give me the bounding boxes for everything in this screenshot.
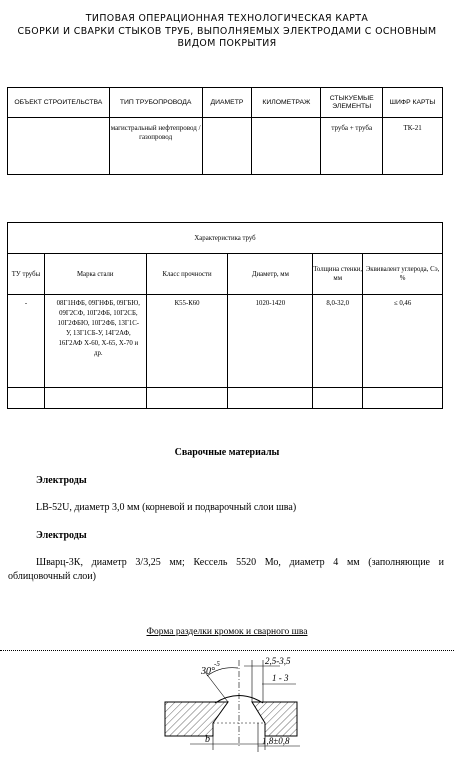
header-carbon-equivalent: Эквивалент углерода, Сэ, % xyxy=(363,254,443,295)
left-plate xyxy=(165,702,228,736)
angle-tolerance: -5 xyxy=(214,660,220,668)
header-wall-thickness: Толщина стенки, мм xyxy=(313,254,363,295)
cell-pipeline-type: магистральный нефтепровод /газопровод xyxy=(109,118,202,175)
cell-strength-class: К55-К60 xyxy=(146,295,228,388)
dim-top: 2,5-3,5 xyxy=(265,656,291,666)
header-card-code: ШИФР КАРТЫ xyxy=(383,88,443,118)
cell-card-code: ТК-21 xyxy=(383,118,443,175)
welding-materials-title: Сварочные материалы xyxy=(174,447,280,458)
header-strength-class: Класс прочности xyxy=(146,254,228,295)
header-tu: ТУ трубы xyxy=(8,254,45,295)
angle-label: 30° xyxy=(201,666,215,677)
header-diameter: ДИАМЕТР xyxy=(202,88,252,118)
cell-carbon-equivalent: ≤ 0,46 xyxy=(363,295,443,388)
dim-side: 1 - 3 xyxy=(272,673,289,683)
table-caption: Характеристика труб xyxy=(8,223,443,254)
electrodes-text-2: Шварц-3К, диаметр 3/3,25 мм; Кессель 5520 Мо, диаметр 4 мм (заполняющие и xyxy=(36,557,444,568)
title-line-1: ТИПОВАЯ ОПЕРАЦИОННАЯ ТЕХНОЛОГИЧЕСКАЯ КАРТА xyxy=(85,13,369,24)
electrodes-text-2-continued: облицовочный слои) xyxy=(8,571,96,582)
cell-diameter-mm: 1020-1420 xyxy=(228,295,313,388)
header-joined-elements: СТЫКУЕМЫЕ ЭЛЕМЕНТЫ xyxy=(321,88,383,118)
drawing-title: Форма разделки кромок и сварного шва xyxy=(146,627,308,637)
cell-tu: - xyxy=(8,295,45,388)
header-kilometrage: КИЛОМЕТРАЖ xyxy=(252,88,321,118)
header-steel-grade: Марка стали xyxy=(44,254,146,295)
header-pipeline-type: ТИП ТРУБОПРОВОДА xyxy=(109,88,202,118)
cell-joined-elements: труба + труба xyxy=(321,118,383,175)
cell-steel-grade: 08Г1НФБ, 09ГНФБ, 09ГБЮ, 09Г2СФ, 10Г2ФБ, 10Г2СБ, 10Г2ФБЮ, 10Г2ФБ, 13Г1С-У, 13Г1СБ-У, 14Г2АФ, 16Г2АФ Х-60, Х-65, Х-70 и др. xyxy=(44,295,146,388)
electrodes-text-1: LB-52U, диаметр 3,0 мм (корневой и подварочный слои шва) xyxy=(36,502,297,513)
header-diameter-mm: Диаметр, мм xyxy=(228,254,313,295)
electrodes-label-1: Электроды xyxy=(36,475,87,486)
dim-root: 1,8±0,8 xyxy=(262,736,290,746)
title-line-3: ВИДОМ ПОКРЫТИЯ xyxy=(177,38,277,49)
dim-gap: b xyxy=(205,734,210,745)
title-line-2: СБОРКИ И СВАРКИ СТЫКОВ ТРУБ, ВЫПОЛНЯЕМЫХ ЭЛЕКТРОДАМИ С ОСНОВНЫМ xyxy=(17,25,437,37)
header-object: ОБЪЕКТ СТРОИТЕЛЬСТВА xyxy=(8,88,110,118)
cell-wall-thickness: 8,0-32,0 xyxy=(313,295,363,388)
right-plate xyxy=(252,702,297,736)
electrodes-label-2: Электроды xyxy=(36,530,87,541)
